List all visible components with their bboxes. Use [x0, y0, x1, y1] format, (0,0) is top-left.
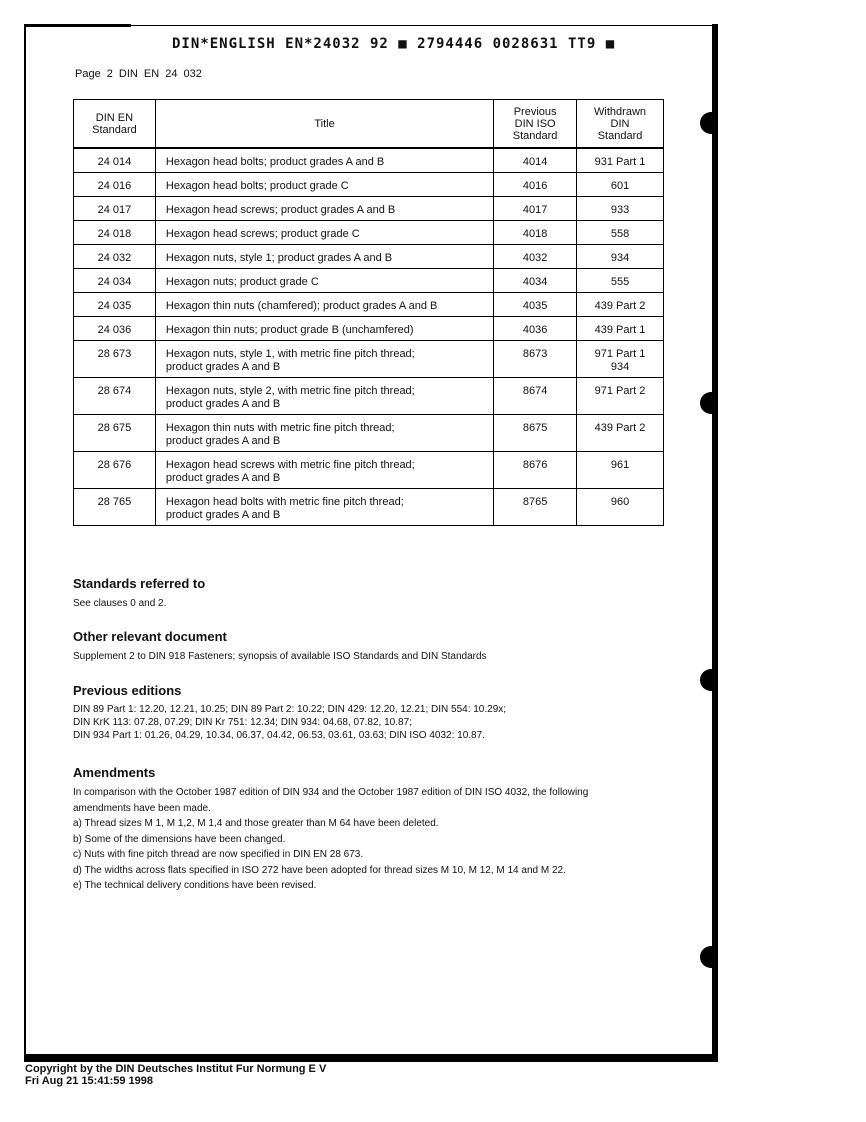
table-row: [74, 148, 664, 173]
cell-title-text: Hexagon head bolts; product grades A and B: [165, 156, 385, 168]
cell-din-en-standard-text: 24 035: [97, 300, 132, 312]
cell-withdrawn-din: [577, 415, 664, 452]
cell-din-en-standard-text: 24 017: [97, 204, 132, 216]
amendments-item: b) Some of the dimensions have been changed.: [73, 833, 286, 845]
cell-din-en-standard: [74, 452, 156, 489]
cell-previous-din-iso-text: 4014: [522, 156, 548, 168]
cell-din-en-standard-text: 28 765: [97, 496, 132, 508]
cell-withdrawn-din: [577, 293, 664, 317]
header-text: DIN: [610, 117, 630, 130]
punch-hole: [700, 392, 718, 414]
amendments-line: amendments have been made.: [73, 802, 211, 814]
cell-previous-din-iso: [494, 173, 577, 197]
cell-withdrawn-din-text: 971 Part 1: [594, 348, 646, 360]
cell-din-en-standard-text: 24 036: [97, 324, 132, 336]
cell-previous-din-iso-text: 4032: [522, 252, 548, 264]
cell-withdrawn-din-text: 971 Part 2: [594, 385, 646, 397]
cell-din-en-standard-text: 24 014: [97, 156, 132, 168]
cell-withdrawn-din: [577, 197, 664, 221]
amendments-item: c) Nuts with fine pitch thread are now specified in DIN EN 28 673.: [73, 849, 364, 860]
cell-title: [155, 221, 493, 245]
cell-previous-din-iso-text: 4016: [522, 180, 548, 192]
cell-previous-din-iso: [494, 221, 577, 245]
table-row: [74, 221, 664, 245]
cell-previous-din-iso: [494, 245, 577, 269]
other-document-text: Supplement 2 to DIN 918 Fasteners; synopsis of available ISO Standards and DIN Standards: [73, 651, 487, 662]
cell-title: [155, 489, 493, 526]
cell-title: [155, 293, 493, 317]
table-row: [74, 489, 664, 526]
cell-title-text: product grades A and B: [165, 398, 281, 410]
cell-title-text: Hexagon nuts, style 2, with metric fine pitch thread;: [165, 385, 415, 397]
cell-din-en-standard-text: 28 676: [97, 459, 132, 471]
table-row: [74, 415, 664, 452]
cell-title: [155, 148, 493, 173]
cell-withdrawn-din: [577, 245, 664, 269]
cell-previous-din-iso: [494, 415, 577, 452]
cell-din-en-standard-text: 28 675: [97, 422, 132, 434]
cell-title-text: Hexagon thin nuts; product grade B (unchamfered): [165, 324, 414, 336]
cell-din-en-standard-text: 24 018: [97, 228, 132, 240]
previous-editions-text: [73, 703, 673, 742]
footer: [25, 1063, 326, 1087]
punch-hole: [700, 946, 718, 968]
document-header-code: DIN*ENGLISH EN*24032 92 ■ 2794446 0028631 TT9 ■: [172, 36, 616, 52]
cell-title-text: Hexagon head bolts; product grade C: [165, 180, 349, 192]
cell-withdrawn-din-text: 934: [610, 361, 630, 373]
cell-withdrawn-din-text: 960: [610, 496, 630, 508]
cell-withdrawn-din-text: 601: [610, 180, 630, 192]
cell-previous-din-iso-text: 8675: [522, 422, 548, 434]
cell-previous-din-iso: [494, 452, 577, 489]
cell-title: [155, 197, 493, 221]
amendments-line: In comparison with the October 1987 edition of DIN 934 and the October 1987 edition of DIN ISO 4032, the following: [73, 787, 589, 798]
frame-left-border: [24, 24, 26, 1059]
cell-title: [155, 245, 493, 269]
other-document-heading: Other relevant document: [73, 629, 227, 644]
cell-withdrawn-din-text: 558: [610, 228, 630, 240]
cell-withdrawn-din-text: 934: [610, 252, 630, 264]
table-row: [74, 341, 664, 378]
cell-previous-din-iso: [494, 148, 577, 173]
amendments-heading: Amendments: [73, 765, 156, 780]
header-text: DIN ISO: [514, 117, 556, 130]
header-din-en-standard: [74, 100, 156, 149]
frame-top-border: [24, 24, 131, 27]
cell-din-en-standard: [74, 293, 156, 317]
table-row: [74, 245, 664, 269]
header-text: Title: [314, 117, 335, 130]
cell-title-text: product grades A and B: [165, 435, 281, 447]
cell-din-en-standard: [74, 269, 156, 293]
cell-title-text: Hexagon nuts, style 1; product grades A and B: [165, 252, 393, 264]
cell-title-text: product grades A and B: [165, 509, 281, 521]
header-text: Withdrawn: [594, 105, 647, 118]
table-row: [74, 378, 664, 415]
cell-title: [155, 341, 493, 378]
header-title: [155, 100, 493, 149]
cell-withdrawn-din: [577, 378, 664, 415]
cell-previous-din-iso-text: 8674: [522, 385, 548, 397]
cell-title-text: Hexagon thin nuts with metric fine pitch thread;: [165, 422, 395, 434]
cell-title: [155, 317, 493, 341]
cell-previous-din-iso: [494, 341, 577, 378]
cell-din-en-standard: [74, 378, 156, 415]
amendments-text: [73, 785, 673, 894]
table-row: [74, 293, 664, 317]
cell-previous-din-iso-text: 8765: [522, 496, 548, 508]
cell-withdrawn-din: [577, 269, 664, 293]
cell-previous-din-iso-text: 4035: [522, 300, 548, 312]
cell-withdrawn-din: [577, 317, 664, 341]
cell-withdrawn-din: [577, 341, 664, 378]
header-text: Standard: [512, 129, 558, 142]
cell-previous-din-iso-text: 4036: [522, 324, 548, 336]
frame-bottom-border: [24, 1054, 718, 1062]
amendments-item: a) Thread sizes M 1, M 1,2, M 1,4 and those greater than M 64 have been deleted.: [73, 818, 439, 829]
cell-previous-din-iso: [494, 293, 577, 317]
punch-hole: [700, 669, 718, 691]
amendments-item: d) The widths across flats specified in ISO 272 have been adopted for thread sizes M 10, M 12, M 14 and M 22.: [73, 864, 566, 876]
amendments-item: e) The technical delivery conditions have been revised.: [73, 880, 317, 891]
footer-copyright: Copyright by the DIN Deutsches Institut Fur Normung E V: [25, 1063, 327, 1075]
cell-din-en-standard-text: 28 674: [97, 385, 132, 397]
cell-title-text: Hexagon nuts; product grade C: [165, 276, 319, 288]
cell-withdrawn-din: [577, 221, 664, 245]
table-body: [74, 148, 664, 526]
cell-din-en-standard: [74, 415, 156, 452]
frame-right-border: [712, 24, 718, 1062]
standards-referred-heading: Standards referred to: [73, 576, 206, 591]
cell-title-text: Hexagon thin nuts (chamfered); product grades A and B: [165, 300, 438, 312]
page-label: Page 2 DIN EN 24 032: [75, 68, 202, 80]
cell-title: [155, 173, 493, 197]
cell-title-text: Hexagon head bolts with metric fine pitch thread;: [165, 496, 404, 508]
cell-withdrawn-din: [577, 452, 664, 489]
cell-previous-din-iso-text: 8673: [522, 348, 548, 360]
frame-top-line: [131, 25, 716, 26]
cell-withdrawn-din-text: 439 Part 1: [594, 324, 646, 336]
table-row: [74, 452, 664, 489]
cell-withdrawn-din-text: 933: [610, 204, 630, 216]
header-text: DIN EN: [95, 111, 134, 124]
header-text: Standard: [597, 129, 643, 142]
cell-withdrawn-din-text: 555: [610, 276, 630, 288]
previous-editions-line: DIN KrK 113: 07.28, 07.29; DIN Kr 751: 12.34; DIN 934: 04.68, 07.82, 10.87;: [73, 717, 412, 728]
cell-withdrawn-din-text: 439 Part 2: [594, 422, 646, 434]
cell-din-en-standard: [74, 317, 156, 341]
cell-din-en-standard: [74, 197, 156, 221]
header-text: Standard: [92, 123, 137, 136]
footer-date: Fri Aug 21 15:41:59 1998: [25, 1075, 153, 1087]
table-row: [74, 173, 664, 197]
cell-previous-din-iso: [494, 317, 577, 341]
cell-previous-din-iso-text: 4017: [522, 204, 548, 216]
cell-previous-din-iso-text: 8676: [522, 459, 548, 471]
cell-din-en-standard: [74, 245, 156, 269]
standards-referred-text: See clauses 0 and 2.: [73, 598, 167, 609]
cell-din-en-standard-text: 24 016: [97, 180, 132, 192]
table-row: [74, 269, 664, 293]
cell-previous-din-iso: [494, 489, 577, 526]
cell-title-text: Hexagon head screws; product grades A and B: [165, 204, 396, 216]
cell-din-en-standard: [74, 173, 156, 197]
cell-previous-din-iso: [494, 269, 577, 293]
cell-title: [155, 269, 493, 293]
table-row: [74, 317, 664, 341]
previous-editions-line: DIN 89 Part 1: 12.20, 12.21, 10.25; DIN 89 Part 2: 10.22; DIN 429: 12.20, 12.21; DIN 554: 10.29x;: [73, 704, 507, 715]
cell-withdrawn-din-text: 439 Part 2: [594, 300, 646, 312]
punch-hole: [700, 112, 718, 134]
cell-previous-din-iso-text: 4018: [522, 228, 548, 240]
cell-din-en-standard: [74, 341, 156, 378]
cell-previous-din-iso: [494, 378, 577, 415]
cell-withdrawn-din-text: 961: [610, 459, 630, 471]
cell-title: [155, 415, 493, 452]
standards-table: [73, 99, 664, 526]
cell-withdrawn-din-text: 931 Part 1: [594, 156, 646, 168]
header-withdrawn-din: [577, 100, 664, 149]
table-row: [74, 197, 664, 221]
cell-previous-din-iso: [494, 197, 577, 221]
cell-title: [155, 452, 493, 489]
cell-din-en-standard-text: 24 032: [97, 252, 132, 264]
cell-din-en-standard-text: 24 034: [97, 276, 132, 288]
cell-din-en-standard: [74, 148, 156, 173]
header-text: Previous: [513, 105, 557, 118]
cell-title-text: Hexagon head screws with metric fine pitch thread;: [165, 459, 415, 471]
cell-din-en-standard: [74, 489, 156, 526]
cell-title-text: product grades A and B: [165, 361, 281, 373]
cell-withdrawn-din: [577, 173, 664, 197]
cell-title: [155, 378, 493, 415]
cell-withdrawn-din: [577, 148, 664, 173]
header-previous-din-iso: [494, 100, 577, 149]
cell-withdrawn-din: [577, 489, 664, 526]
cell-previous-din-iso-text: 4034: [522, 276, 548, 288]
previous-editions-heading: Previous editions: [73, 683, 182, 698]
cell-din-en-standard-text: 28 673: [97, 348, 132, 360]
cell-din-en-standard: [74, 221, 156, 245]
table-header-row: [74, 100, 664, 149]
cell-title-text: Hexagon nuts, style 1, with metric fine pitch thread;: [165, 348, 415, 360]
cell-title-text: Hexagon head screws; product grade C: [165, 228, 360, 240]
previous-editions-line: DIN 934 Part 1: 01.26, 04.29, 10.34, 06.37, 04.42, 06.53, 03.61, 03.63; DIN ISO 4032: 10.87.: [73, 730, 485, 741]
cell-title-text: product grades A and B: [165, 472, 281, 484]
